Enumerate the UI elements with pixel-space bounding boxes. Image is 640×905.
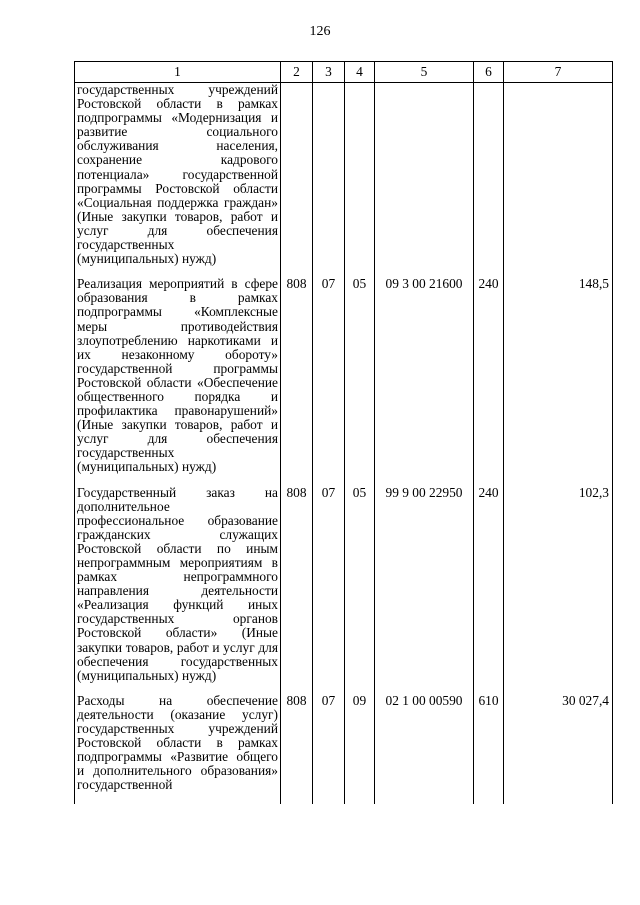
row-target: 99 9 00 22950 [375,486,474,694]
row-amount: 102,3 [504,486,613,694]
row-amount: 30 027,4 [504,694,613,804]
row-ministry [281,83,313,278]
budget-table [74,61,613,804]
row-expense-type: 610 [474,694,504,804]
table-row [75,277,613,485]
row-amount: 148,5 [504,277,613,485]
row-amount [504,83,613,278]
column-header-6: 6 [474,62,504,83]
row-section: 07 [313,694,345,804]
column-header-7: 7 [504,62,613,83]
row-description: государственных учреждений Ростовской области в рамках подпрограммы «Модернизация и развитие социального обслуживания населения, сохранение кадрового потенциала» государственной программы Ростовской области «Социальная поддержка граждан» (Иные закупки товаров, работ и услуг для обеспечения государственных (муниципальных) нужд) [75,83,281,278]
row-subsection: 05 [345,277,375,485]
row-expense-type [474,83,504,278]
row-ministry: 808 [281,694,313,804]
row-target: 02 1 00 00590 [375,694,474,804]
row-expense-type: 240 [474,277,504,485]
row-description: Государственный заказ на дополнительное профессиональное образование гражданских служащих Ростовской области по иным непрограммным мероприятиям в рамках непрограммного направления деятельности «Реализация функций иных государственных органов Ростовской области» (Иные закупки товаров, работ и услуг для обеспечения государственных (муниципальных) нужд) [75,486,281,694]
row-ministry: 808 [281,486,313,694]
row-section [313,83,345,278]
row-section: 07 [313,277,345,485]
header-row [75,62,613,83]
row-expense-type: 240 [474,486,504,694]
row-subsection: 05 [345,486,375,694]
row-target: 09 3 00 21600 [375,277,474,485]
row-subsection: 09 [345,694,375,804]
table-row [75,694,613,804]
column-header-5: 5 [375,62,474,83]
column-header-3: 3 [313,62,345,83]
column-header-1: 1 [75,62,281,83]
table-row [75,486,613,694]
row-description: Расходы на обеспечение деятельности (оказание услуг) государственных учреждений Ростовской области в рамках подпрограммы «Развитие общего и дополнительного образования» государственной [75,694,281,804]
column-header-4: 4 [345,62,375,83]
table-body [75,83,613,804]
column-header-2: 2 [281,62,313,83]
table-row [75,83,613,278]
row-section: 07 [313,486,345,694]
row-description: Реализация мероприятий в сфере образования в рамках подпрограммы «Комплексные меры противодействия злоупотреблению наркотиками и их незаконному обороту» государственной программы Ростовской области «Обеспечение общественного порядка и профилактика правонарушений» (Иные закупки товаров, работ и услуг для обеспечения государственных (муниципальных) нужд) [75,277,281,485]
page-number: 126 [309,24,331,39]
row-ministry: 808 [281,277,313,485]
row-subsection [345,83,375,278]
row-target [375,83,474,278]
table-header [75,62,613,83]
